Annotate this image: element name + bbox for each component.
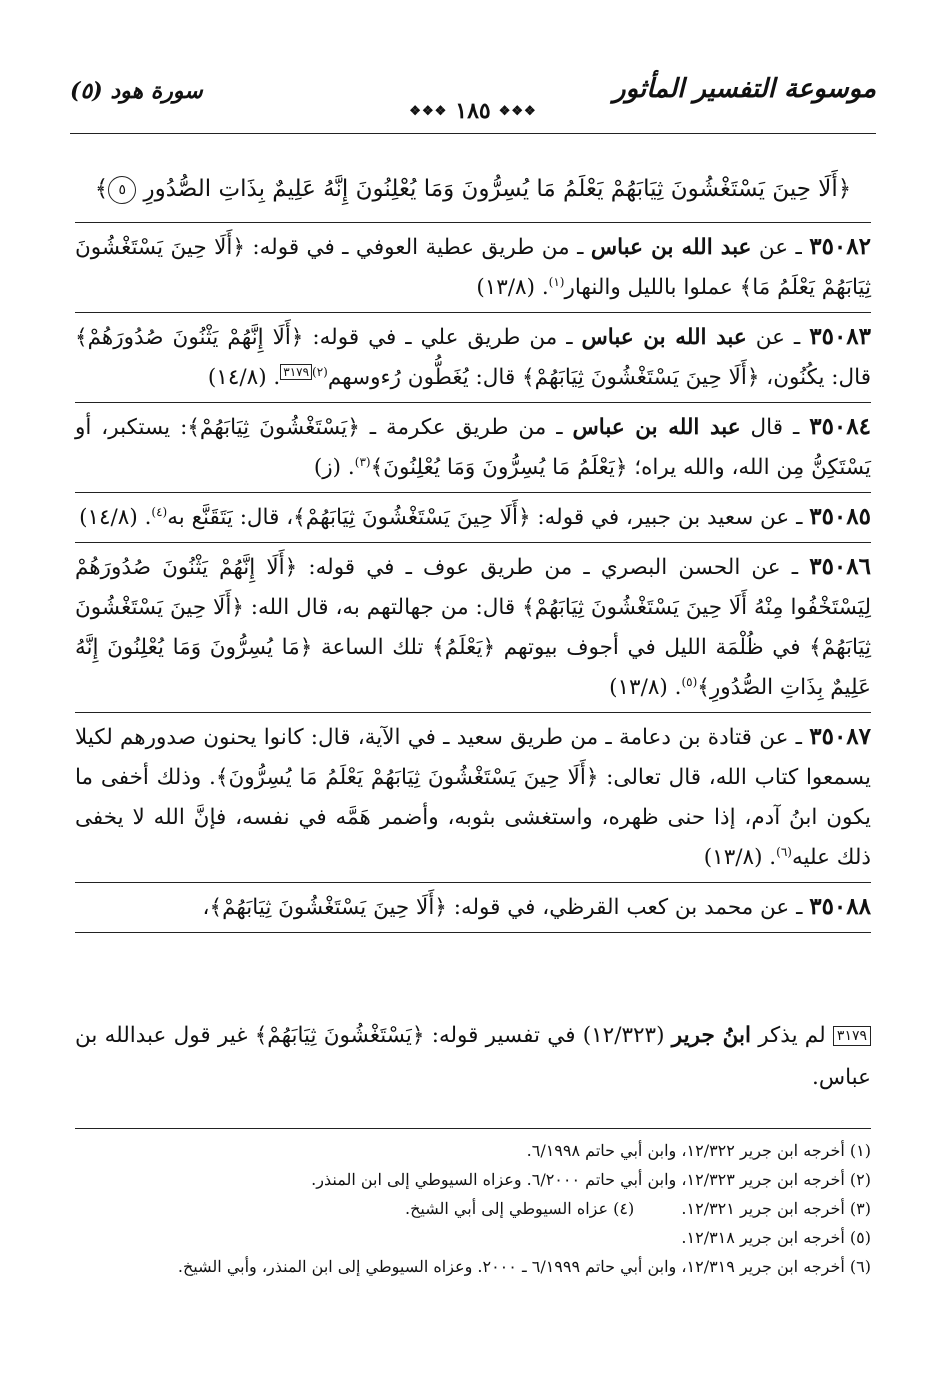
footnote-3: (٣) أخرجه ابن جرير ١٢/٣٢١. bbox=[681, 1199, 871, 1218]
entry-reference: (١٣/٨) bbox=[609, 675, 668, 700]
entry-connector: ـ عن bbox=[751, 235, 810, 260]
commentary-reference-box[interactable]: ٣١٧٩ bbox=[280, 364, 312, 380]
entry-text: الحسن البصري ـ من طريق عوف ـ في قوله: ﴿أَلَا إِنَّهُمْ يَثْنُونَ صُدُورَهُمْ لِيَسْتَخْفُوا مِنْهُ أَلَا حِينَ يَسْتَغْشُونَ ثِيَابَهُمْ﴾ قال: من جهالتهم به، قال الله: ﴿أَلَا حِينَ يَسْتَغْشُونَ ثِيَابَهُمْ﴾ في ظُلْمَة الليل في أجوف بيوتهم ﴿يَعْلَمُ﴾ تلك الساعة ﴿مَا يُسِرُّونَ وَمَا يُعْلِنُونَ إِنَّهُ عَلِيمٌ بِذَاتِ الصُّدُورِ﴾ bbox=[75, 555, 871, 700]
entry-reference: (١٤/٨) bbox=[79, 505, 138, 530]
entry-connector: ـ عن bbox=[753, 505, 810, 530]
entry-punct: . bbox=[534, 275, 549, 300]
entry-authority: عبد الله بن عباس bbox=[590, 235, 752, 260]
footnote-2: (٢) أخرجه ابن جرير ١٢/٣٢٣، وابن أبي حاتم ٦/٢٠٠٠. وعزاه السيوطي إلى ابن المنذر. bbox=[311, 1170, 871, 1189]
narration-entry bbox=[75, 543, 871, 712]
entry-number: ٣٥٠٨٨ bbox=[809, 893, 871, 920]
footnote-marker[interactable]: (١) bbox=[548, 274, 565, 289]
entry-connector: ـ عن bbox=[753, 895, 810, 920]
entry-text: ـ من طريق عكرمة ـ ﴿يَسْتَغْشُونَ ثِيَابَهُمْ﴾: يستكبر، أو يَسْتَكِنُّ مِن الله، والله يراه؛ ﴿يَعْلَمُ مَا يُسِرُّونَ وَمَا يُعْلِنُونَ﴾ bbox=[75, 415, 871, 480]
commentary-number-box: ٣١٧٩ bbox=[833, 1026, 871, 1046]
entry-authority: عبد الله بن عباس bbox=[581, 325, 747, 350]
entry-punct: . bbox=[341, 455, 355, 480]
main-content bbox=[75, 170, 871, 933]
page-number-group bbox=[409, 98, 536, 124]
footnote-6: (٦) أخرجه ابن جرير ١٢/٣١٩، وابن أبي حاتم ٦/١٩٩٩ ـ ٢٠٠٠. وعزاه السيوطي إلى ابن المنذر، وأبي الشيخ. bbox=[177, 1257, 871, 1276]
footnote-row bbox=[75, 1194, 871, 1223]
page-number: ١٨٥ bbox=[455, 98, 491, 124]
entry-connector: ـ عن bbox=[746, 325, 810, 350]
ornament-icon: ❖❖❖ bbox=[409, 103, 448, 119]
entry-authority: عبد الله بن عباس bbox=[572, 415, 741, 440]
entry-reference: (١٣/٨) bbox=[476, 275, 535, 300]
ayah-number-marker: ٥ bbox=[108, 176, 136, 204]
book-title: موسوعة التفسير المأثور bbox=[613, 74, 876, 104]
footnote-marker[interactable]: (٣) bbox=[354, 454, 371, 469]
entry-number: ٣٥٠٨٦ bbox=[809, 553, 871, 580]
entry-punct: . bbox=[266, 365, 281, 390]
entry-text: قتادة بن دعامة ـ من طريق سعيد ـ في الآية، قال: كانوا يحنون صدورهم لكيلا يسمعوا كتاب الله، قال تعالى: ﴿أَلَا حِينَ يَسْتَغْشُونَ ثِيَابَهُمْ يَعْلَمُ مَا يُسِرُّونَ﴾. وذلك أخفى ما يكون ابنُ آدم، إذا حنى ظهره، واستغشى بثوبه، وأضمر هَمَّه في نفسه، فإنَّ الله لا يخفى ذلك عليه bbox=[75, 725, 871, 870]
entry-number: ٣٥٠٨٧ bbox=[809, 723, 872, 750]
entry-connector: ـ عن bbox=[751, 725, 810, 750]
footnote-4: (٤) عزاه السيوطي إلى أبي الشيخ. bbox=[405, 1199, 635, 1218]
narration-entry bbox=[75, 403, 871, 492]
note-text: (١٢/٣٢٣) في تفسير قوله: ﴿يَسْتَغْشُونَ ثِيَابَهُمْ﴾ غير قول عبدالله بن عباس. bbox=[75, 1023, 871, 1090]
header-divider bbox=[70, 133, 876, 134]
footnote-1: (١) أخرجه ابن جرير ١٢/٣٢٢، وابن أبي حاتم ٦/١٩٩٨. bbox=[526, 1141, 871, 1160]
entry-reference: (١٣/٨) bbox=[703, 845, 763, 870]
entry-connector: ـ قال bbox=[740, 415, 810, 440]
entry-number: ٣٥٠٨٢ bbox=[809, 233, 871, 260]
surah-label: سورة هود (٥) bbox=[70, 78, 203, 104]
verse-text: ﴿أَلَا حِينَ يَسْتَغْشُونَ ثِيَابَهُمْ يَعْلَمُ مَا يُسِرُّونَ وَمَا يُعْلِنُونَ إِنَّهُ عَلِيمٌ بِذَاتِ الصُّدُورِ bbox=[143, 176, 852, 202]
entry-text: سعيد بن جبير، في قوله: ﴿أَلَا حِينَ يَسْتَغْشُونَ ثِيَابَهُمْ﴾، قال: يَتَقَنَّع به bbox=[167, 505, 754, 530]
page-header bbox=[70, 70, 876, 128]
commentary-note bbox=[75, 1015, 871, 1099]
footnotes-divider bbox=[75, 1128, 871, 1129]
divider bbox=[75, 932, 871, 933]
ornament-icon: ❖❖❖ bbox=[498, 103, 537, 119]
narration-entry bbox=[75, 223, 871, 312]
entry-reference: (١٤/٨) bbox=[207, 365, 267, 390]
entry-number: ٣٥٠٨٤ bbox=[809, 413, 871, 440]
entry-punct: . bbox=[667, 675, 682, 700]
entry-punct: . bbox=[137, 505, 152, 530]
quran-verse bbox=[75, 170, 871, 208]
narration-entry bbox=[75, 713, 871, 882]
footnote-marker[interactable]: (٦) bbox=[776, 844, 792, 859]
entry-connector: ـ عن bbox=[740, 555, 810, 580]
entry-punct: . bbox=[762, 845, 777, 870]
entry-text: ـ من طريق عطية العوفي ـ في قوله: ﴿أَلَا حِينَ يَسْتَغْشُونَ ثِيَابَهُمْ يَعْلَمُ مَا﴾ عملوا بالليل والنهار bbox=[75, 235, 871, 300]
footnote-marker[interactable]: (٢) bbox=[312, 364, 328, 379]
narration-entry bbox=[75, 883, 871, 932]
note-authority: ابنُ جرير bbox=[671, 1023, 751, 1048]
footnote-marker[interactable]: (٥) bbox=[681, 674, 698, 689]
entry-text: محمد بن كعب القرظي، في قوله: ﴿أَلَا حِينَ يَسْتَغْشُونَ ثِيَابَهُمْ﴾، bbox=[202, 895, 754, 920]
note-pre: لم يذكر bbox=[750, 1023, 833, 1048]
footnotes bbox=[75, 1136, 871, 1281]
entry-number: ٣٥٠٨٥ bbox=[809, 503, 871, 530]
footnote-5: (٥) أخرجه ابن جرير ١٢/٣١٨. bbox=[681, 1228, 871, 1247]
narration-entry bbox=[75, 493, 871, 542]
narration-entry bbox=[75, 313, 871, 402]
verse-close: ﴾ bbox=[94, 176, 109, 202]
entry-number: ٣٥٠٨٣ bbox=[809, 323, 872, 350]
footnote-marker[interactable]: (٤) bbox=[151, 504, 168, 519]
entry-text: ـ من طريق علي ـ في قوله: ﴿أَلَا إِنَّهُمْ يَثْنُونَ صُدُورَهُمْ﴾ قال: يكُنُون، ﴿أَلَا حِينَ يَسْتَغْشُونَ ثِيَابَهُمْ﴾ قال: يُغَطُّون رُءوسهم bbox=[75, 325, 871, 390]
entry-reference: (ز) bbox=[313, 455, 342, 480]
